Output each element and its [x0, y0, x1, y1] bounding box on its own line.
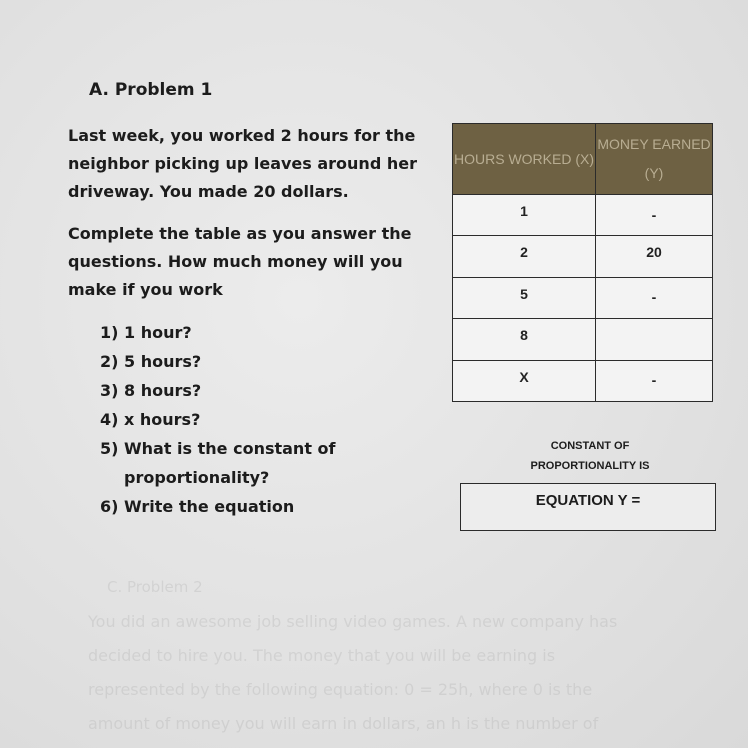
cell-hours: 1 — [453, 195, 596, 236]
question-list — [100, 318, 360, 521]
question-text: Write the equation — [124, 497, 295, 516]
question-item — [100, 376, 360, 405]
table-header-row — [453, 124, 713, 195]
equation-box[interactable] — [460, 483, 716, 531]
cell-money[interactable]: 20 — [596, 236, 713, 277]
problem-heading: A. Problem 1 — [89, 80, 213, 100]
question-text: 8 hours? — [124, 381, 202, 400]
cell-money[interactable] — [596, 319, 713, 360]
question-text: What is the constant of — [124, 439, 336, 458]
hours-money-table — [452, 123, 713, 402]
question-item — [100, 434, 360, 492]
table-row — [453, 360, 713, 401]
question-number: 2) — [100, 352, 119, 371]
cell-hours: 8 — [453, 319, 596, 360]
table-row — [453, 277, 713, 318]
instructions-paragraph: Complete the table as you answer the questions. How much money will you make if you work — [68, 224, 412, 299]
cell-hours: X — [453, 360, 596, 401]
question-number: 3) — [100, 381, 119, 400]
question-text-continued: proportionality? — [124, 468, 270, 487]
bleed-through-line: decided to hire you. The money that you will be earning is — [88, 646, 556, 665]
question-number: 4) — [100, 410, 119, 429]
question-number: 5) — [100, 439, 119, 458]
table-row — [453, 319, 713, 360]
cell-hours: 2 — [453, 236, 596, 277]
table-row — [453, 236, 713, 277]
cell-money[interactable]: - — [596, 195, 713, 236]
question-item — [100, 347, 360, 376]
bleed-through-line: represented by the following equation: 0 = 25h, where 0 is the — [88, 680, 593, 699]
header-money-earned: MONEY EARNED (Y) — [596, 124, 713, 195]
question-text: 1 hour? — [124, 323, 192, 342]
equation-label: EQUATION Y = — [535, 492, 641, 509]
cell-hours: 5 — [453, 277, 596, 318]
bleed-through-line: You did an awesome job selling video games. A new company has — [88, 612, 618, 631]
question-number: 1) — [100, 323, 119, 342]
cell-money[interactable]: - — [596, 277, 713, 318]
question-text: 5 hours? — [124, 352, 202, 371]
intro-paragraph: Last week, you worked 2 hours for the neighbor picking up leaves around her driveway. You made 20 dollars. — [68, 126, 417, 201]
constant-of-proportionality-label: CONSTANT OF PROPORTIONALITY IS — [530, 440, 650, 472]
bleed-through-title: C. Problem 2 — [107, 578, 203, 596]
header-hours-worked: HOURS WORKED (X) — [453, 124, 596, 195]
table-row — [453, 195, 713, 236]
question-item — [100, 318, 360, 347]
question-text: x hours? — [124, 410, 201, 429]
cell-money[interactable]: - — [596, 360, 713, 401]
question-item — [100, 492, 360, 521]
bleed-through-line: amount of money you will earn in dollars, an h is the number of — [88, 714, 599, 733]
question-number: 6) — [100, 497, 119, 516]
question-item — [100, 405, 360, 434]
